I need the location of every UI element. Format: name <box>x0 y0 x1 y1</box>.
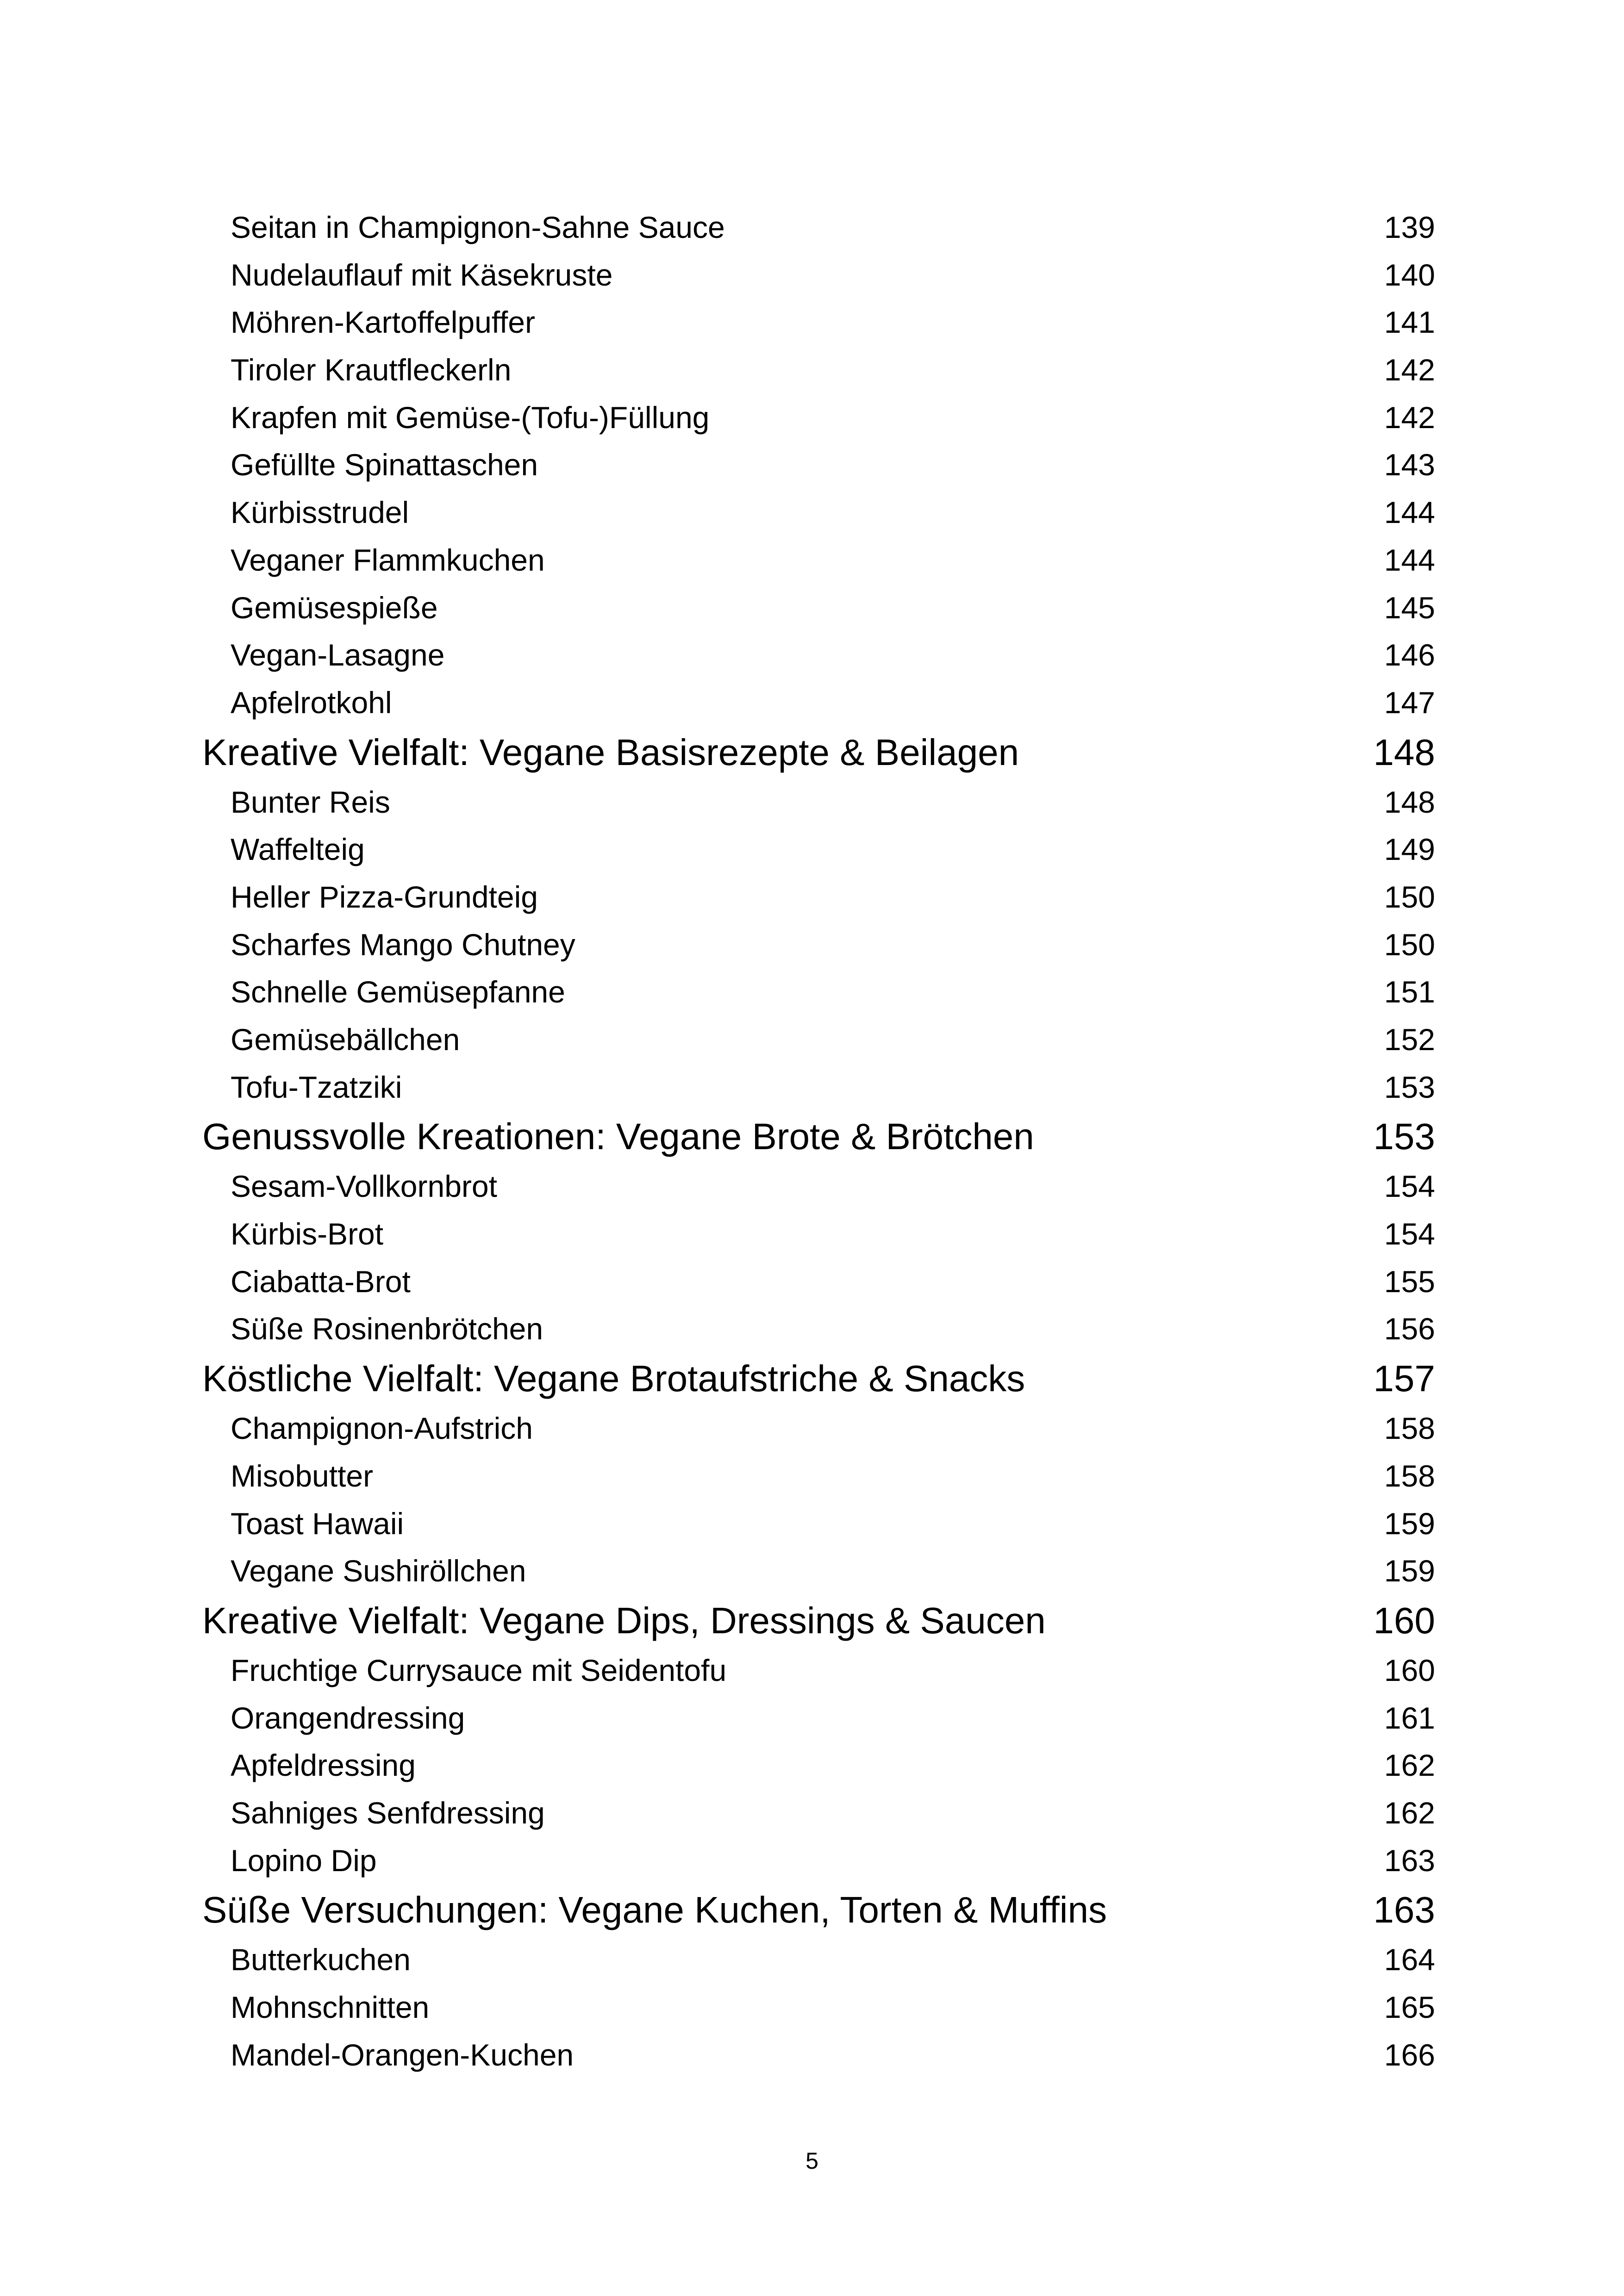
toc-page-number: 159 <box>1384 1506 1435 1541</box>
toc-entry-title: Vegane Sushiröllchen <box>231 1554 526 1588</box>
toc-section-title: Kreative Vielfalt: Vegane Basisrezepte & Beilagen <box>202 731 1019 773</box>
toc-page-number: 157 <box>1373 1358 1435 1400</box>
toc-page-number: 159 <box>1384 1554 1435 1588</box>
toc-entry-title: Sesam-Vollkornbrot <box>231 1169 497 1204</box>
toc-entry-title: Gemüsespieße <box>231 590 438 625</box>
toc-page-number: 156 <box>1384 1312 1435 1346</box>
toc-entry-title: Gefüllte Spinattaschen <box>231 448 538 482</box>
toc-entry[interactable] <box>202 1837 1435 1885</box>
toc-entry[interactable] <box>202 346 1435 394</box>
toc-entry[interactable] <box>202 1500 1435 1548</box>
toc-entry[interactable] <box>202 1984 1435 2031</box>
toc-entry-title: Apfelrotkohl <box>231 685 392 720</box>
toc-entry-title: Veganer Flammkuchen <box>231 542 545 577</box>
toc-entry-title: Orangendressing <box>231 1700 465 1735</box>
toc-entry[interactable] <box>202 1452 1435 1500</box>
toc-entry-title: Tofu-Tzatziki <box>231 1070 402 1104</box>
toc-page-number: 155 <box>1384 1264 1435 1299</box>
toc-page-number: 154 <box>1384 1217 1435 1251</box>
toc-section-heading[interactable] <box>202 727 1435 778</box>
toc-page-number: 163 <box>1373 1889 1435 1931</box>
toc-entry[interactable] <box>202 251 1435 299</box>
toc-entry[interactable] <box>202 204 1435 251</box>
toc-entry-title: Heller Pizza-Grundteig <box>231 879 538 914</box>
toc-entry[interactable] <box>202 584 1435 632</box>
toc-entry-title: Nudelauflauf mit Käsekruste <box>231 257 613 292</box>
toc-page-number: 153 <box>1384 1070 1435 1104</box>
toc-page-number: 140 <box>1384 257 1435 292</box>
toc-entry[interactable] <box>202 489 1435 536</box>
toc-page-number: 164 <box>1384 1942 1435 1977</box>
toc-entry-title: Sahniges Senfdressing <box>231 1795 545 1830</box>
toc-page-number: 161 <box>1384 1700 1435 1735</box>
toc-entry-title: Seitan in Champignon-Sahne Sauce <box>231 210 725 244</box>
toc-entry[interactable] <box>202 1742 1435 1789</box>
toc-entry[interactable] <box>202 1258 1435 1306</box>
toc-entry[interactable] <box>202 1064 1435 1111</box>
toc-page-number: 152 <box>1384 1022 1435 1057</box>
toc-entry[interactable] <box>202 1694 1435 1742</box>
toc-entry-title: Kürbis-Brot <box>231 1217 384 1251</box>
toc-entry[interactable] <box>202 441 1435 489</box>
toc-page-number: 160 <box>1373 1599 1435 1641</box>
toc-page-number: 150 <box>1384 927 1435 962</box>
toc-entry-title: Apfeldressing <box>231 1748 416 1783</box>
toc-entry-title: Toast Hawaii <box>231 1506 404 1541</box>
toc-entry[interactable] <box>202 1547 1435 1595</box>
toc-page-number: 143 <box>1384 448 1435 482</box>
toc-entry[interactable] <box>202 968 1435 1016</box>
toc-entry-title: Krapfen mit Gemüse-(Tofu-)Füllung <box>231 400 710 435</box>
toc-section-heading[interactable] <box>202 1884 1435 1936</box>
toc-entry-title: Gemüsebällchen <box>231 1022 460 1057</box>
toc-entry[interactable] <box>202 299 1435 346</box>
toc-entry-title: Champignon-Aufstrich <box>231 1411 533 1446</box>
toc-entry[interactable] <box>202 679 1435 727</box>
toc-page-number: 145 <box>1384 590 1435 625</box>
toc-page-number: 146 <box>1384 638 1435 672</box>
toc-page-number: 153 <box>1373 1116 1435 1157</box>
toc-page-number: 162 <box>1384 1795 1435 1830</box>
toc-page-number: 166 <box>1384 2037 1435 2072</box>
toc-entry-title: Süße Rosinenbrötchen <box>231 1312 543 1346</box>
toc-entry[interactable] <box>202 631 1435 679</box>
toc-section-title: Genussvolle Kreationen: Vegane Brote & Brötchen <box>202 1116 1034 1157</box>
toc-entry-title: Butterkuchen <box>231 1942 411 1977</box>
toc-page-number: 142 <box>1384 353 1435 387</box>
toc-section-heading[interactable] <box>202 1111 1435 1163</box>
toc-page-number: 151 <box>1384 975 1435 1009</box>
toc-entry-title: Fruchtige Currysauce mit Seidentofu <box>231 1653 727 1687</box>
toc-entry-title: Waffelteig <box>231 832 365 867</box>
toc-entry-title: Tiroler Krautfleckerln <box>231 353 512 387</box>
toc-entry-title: Vegan-Lasagne <box>231 638 445 672</box>
toc-entry[interactable] <box>202 873 1435 921</box>
toc-entry-title: Mandel-Orangen-Kuchen <box>231 2037 574 2072</box>
toc-entry-title: Bunter Reis <box>231 784 390 819</box>
toc-page-number: 148 <box>1384 784 1435 819</box>
toc-section-heading[interactable] <box>202 1353 1435 1405</box>
toc-entry[interactable] <box>202 921 1435 969</box>
toc-page-number: 154 <box>1384 1169 1435 1204</box>
toc-page-number: 144 <box>1384 495 1435 530</box>
toc-section-title: Kreative Vielfalt: Vegane Dips, Dressings & Saucen <box>202 1599 1046 1641</box>
toc-page-number: 158 <box>1384 1458 1435 1493</box>
toc-page-number: 163 <box>1384 1843 1435 1878</box>
toc-page-number: 148 <box>1373 731 1435 773</box>
toc-entry[interactable] <box>202 1016 1435 1064</box>
toc-entry[interactable] <box>202 394 1435 442</box>
toc-entry[interactable] <box>202 826 1435 873</box>
toc-entry[interactable] <box>202 778 1435 826</box>
toc-entry[interactable] <box>202 1305 1435 1353</box>
toc-page-number: 165 <box>1384 1990 1435 2024</box>
toc-entry-title: Kürbisstrudel <box>231 495 409 530</box>
toc-entry[interactable] <box>202 1789 1435 1837</box>
toc-entry[interactable] <box>202 1405 1435 1452</box>
toc-entry-title: Schnelle Gemüsepfanne <box>231 975 565 1009</box>
toc-entry-title: Mohnschnitten <box>231 1990 430 2024</box>
toc-entry[interactable] <box>202 1647 1435 1694</box>
toc-page-number: 149 <box>1384 832 1435 867</box>
toc-page-number: 144 <box>1384 542 1435 577</box>
toc-entry[interactable] <box>202 1210 1435 1258</box>
toc-entry-title: Scharfes Mango Chutney <box>231 927 575 962</box>
toc-page-number: 150 <box>1384 879 1435 914</box>
toc-entry-title: Misobutter <box>231 1458 374 1493</box>
toc-page-number: 141 <box>1384 305 1435 340</box>
toc-page-number: 160 <box>1384 1653 1435 1687</box>
toc-page-number: 142 <box>1384 400 1435 435</box>
toc-entry-title: Möhren-Kartoffelpuffer <box>231 305 535 340</box>
toc-entry[interactable] <box>202 536 1435 584</box>
page-number: 5 <box>806 2148 818 2174</box>
toc-section-heading[interactable] <box>202 1595 1435 1647</box>
toc-entry[interactable] <box>202 1936 1435 1984</box>
toc-section-title: Süße Versuchungen: Vegane Kuchen, Torten & Muffins <box>202 1889 1107 1931</box>
toc-section-title: Köstliche Vielfalt: Vegane Brotaufstriche & Snacks <box>202 1358 1025 1400</box>
toc-page-number: 139 <box>1384 210 1435 244</box>
toc-page-number: 162 <box>1384 1748 1435 1783</box>
table-of-contents <box>202 204 1435 2078</box>
toc-entry[interactable] <box>202 1163 1435 1210</box>
toc-page-number: 158 <box>1384 1411 1435 1446</box>
toc-page-number: 147 <box>1384 685 1435 720</box>
toc-entry[interactable] <box>202 2031 1435 2079</box>
toc-entry-title: Lopino Dip <box>231 1843 377 1878</box>
toc-entry-title: Ciabatta-Brot <box>231 1264 411 1299</box>
